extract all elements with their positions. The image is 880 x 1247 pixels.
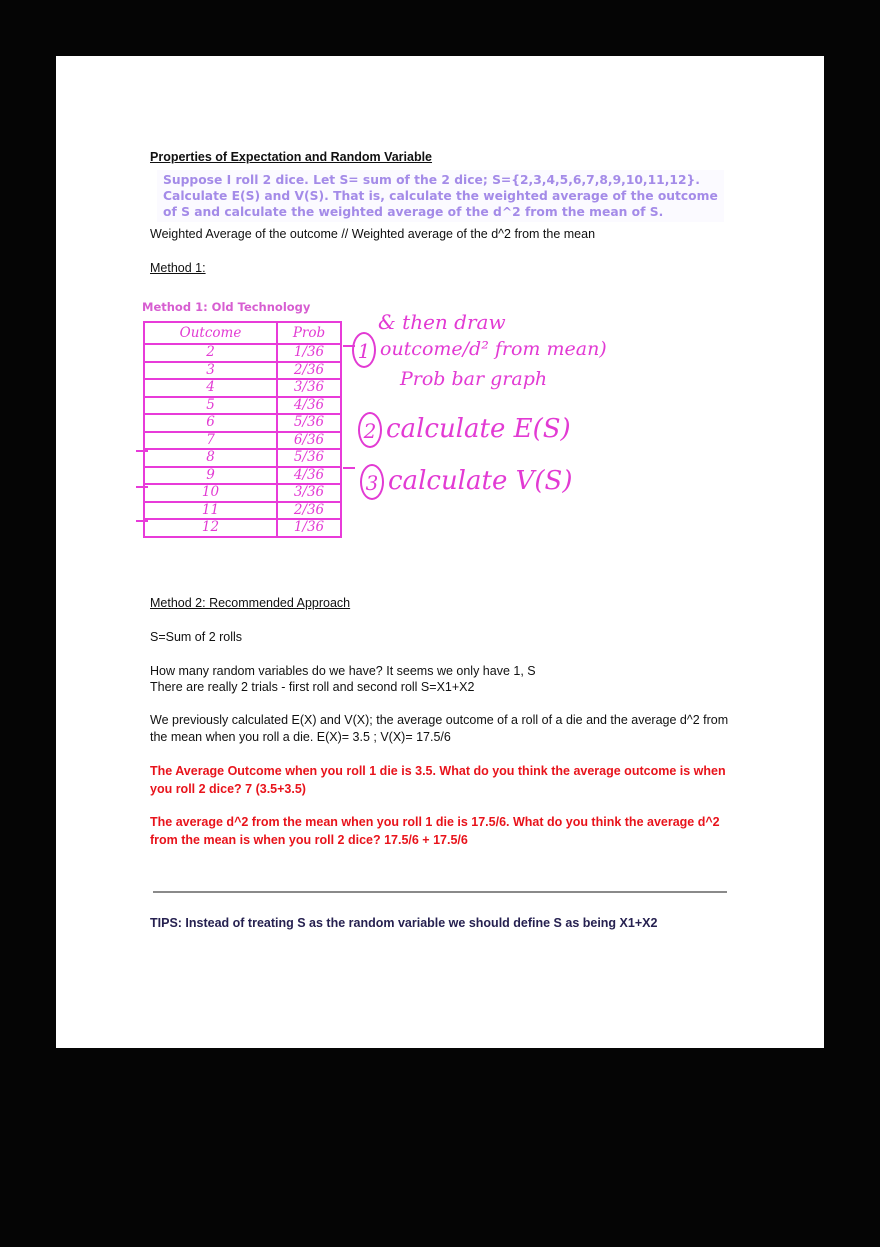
prob-cell: 3/36 — [277, 379, 341, 397]
ink-stroke — [136, 450, 148, 452]
table-row — [144, 344, 341, 362]
prob-cell: 2/36 — [277, 502, 341, 520]
prob-cell: 5/36 — [277, 449, 341, 467]
prompt-line: Suppose I roll 2 dice. Let S= sum of the 2 dice; S={2,3,4,5,6,7,8,9,10,11,12}. — [163, 173, 700, 187]
outcome-cell: 3 — [144, 362, 277, 380]
method2-heading: Method 2: Recommended Approach — [150, 596, 351, 610]
table-row — [144, 502, 341, 520]
table-row — [144, 379, 341, 397]
outcome-cell: 8 — [144, 449, 277, 467]
question-line: How many random variables do we have? It seems we only have 1, S — [150, 664, 536, 678]
table-row — [144, 362, 341, 380]
prob-cell: 3/36 — [277, 484, 341, 502]
definition-line: S=Sum of 2 rolls — [150, 630, 243, 644]
ink-stroke — [343, 467, 355, 469]
note-then-draw: & then draw — [378, 310, 506, 334]
ink-stroke — [136, 486, 148, 488]
prob-cell: 4/36 — [277, 467, 341, 485]
table-row — [144, 397, 341, 415]
outcome-cell: 7 — [144, 432, 277, 450]
outcome-cell: 11 — [144, 502, 277, 520]
outcome-cell: 5 — [144, 397, 277, 415]
outcome-cell: 10 — [144, 484, 277, 502]
table-row — [144, 449, 341, 467]
page-title: Properties of Expectation and Random Variable — [150, 150, 433, 164]
previous-calc-line: We previously calculated E(X) and V(X); the average outcome of a roll of a die and the average d^2 from — [150, 713, 729, 727]
table-row — [144, 414, 341, 432]
circled-number-2: 2 — [358, 412, 382, 448]
circled-number-3: 3 — [360, 464, 384, 500]
table-row — [144, 432, 341, 450]
summary-line: Weighted Average of the outcome // Weighted average of the d^2 from the mean — [150, 227, 596, 241]
prompt-line: Calculate E(S) and V(S). That is, calculate the weighted average of the outcome — [163, 189, 718, 203]
outcome-cell: 6 — [144, 414, 277, 432]
step3-text: calculate V(S) — [388, 466, 573, 496]
circled-number-1: 1 — [352, 332, 376, 368]
average-outcome-question: The Average Outcome when you roll 1 die is 3.5. What do you think the average outcome is when you roll 2 dice? 7 (3.5+3.5) — [150, 764, 726, 796]
document-page — [56, 56, 824, 1048]
trials-line: There are really 2 trials - first roll and second roll S=X1+X2 — [150, 680, 475, 694]
method1-heading: Method 1: — [150, 261, 206, 275]
prob-cell: 5/36 — [277, 414, 341, 432]
prompt-line: of S and calculate the weighted average of the d^2 from the mean of S. — [163, 205, 664, 219]
note-step2 — [358, 412, 571, 448]
problem-prompt — [157, 170, 724, 222]
note-step1 — [352, 332, 607, 368]
prob-cell: 6/36 — [277, 432, 341, 450]
prob-cell: 1/36 — [277, 344, 341, 362]
note-step3 — [360, 464, 572, 500]
outcome-cell: 2 — [144, 344, 277, 362]
outcome-cell: 4 — [144, 379, 277, 397]
outcome-cell: 12 — [144, 519, 277, 537]
header-outcome: Outcome — [144, 322, 277, 344]
step2-text: calculate E(S) — [386, 414, 571, 444]
outcome-cell: 9 — [144, 467, 277, 485]
table-row — [144, 484, 341, 502]
tips-line: TIPS: Instead of treating S as the random variable we should define S as being X1+X2 — [150, 916, 658, 930]
table-row — [144, 467, 341, 485]
ink-stroke — [136, 520, 148, 522]
note-step1-line2: Prob bar graph — [400, 368, 548, 390]
handwritten-probability-table — [143, 321, 342, 538]
divider — [153, 891, 727, 893]
method1-image-label: Method 1: Old Technology — [142, 300, 311, 314]
header-prob: Prob — [292, 324, 326, 341]
table-header-row — [144, 322, 341, 344]
average-d2-question: The average d^2 from the mean when you roll 1 die is 17.5/6. What do you think the average d^2 from the mean is when you roll 2 dice? 17.5/6 + 17.5/6 — [150, 815, 720, 847]
prob-cell: 2/36 — [277, 362, 341, 380]
prob-cell: 1/36 — [277, 519, 341, 537]
previous-calc-line: the mean when you roll a die. E(X)= 3.5 ; V(X)= 17.5/6 — [150, 730, 451, 744]
step1-text: outcome/d² from mean) — [380, 338, 607, 360]
prob-cell: 4/36 — [277, 397, 341, 415]
table-row — [144, 519, 341, 537]
